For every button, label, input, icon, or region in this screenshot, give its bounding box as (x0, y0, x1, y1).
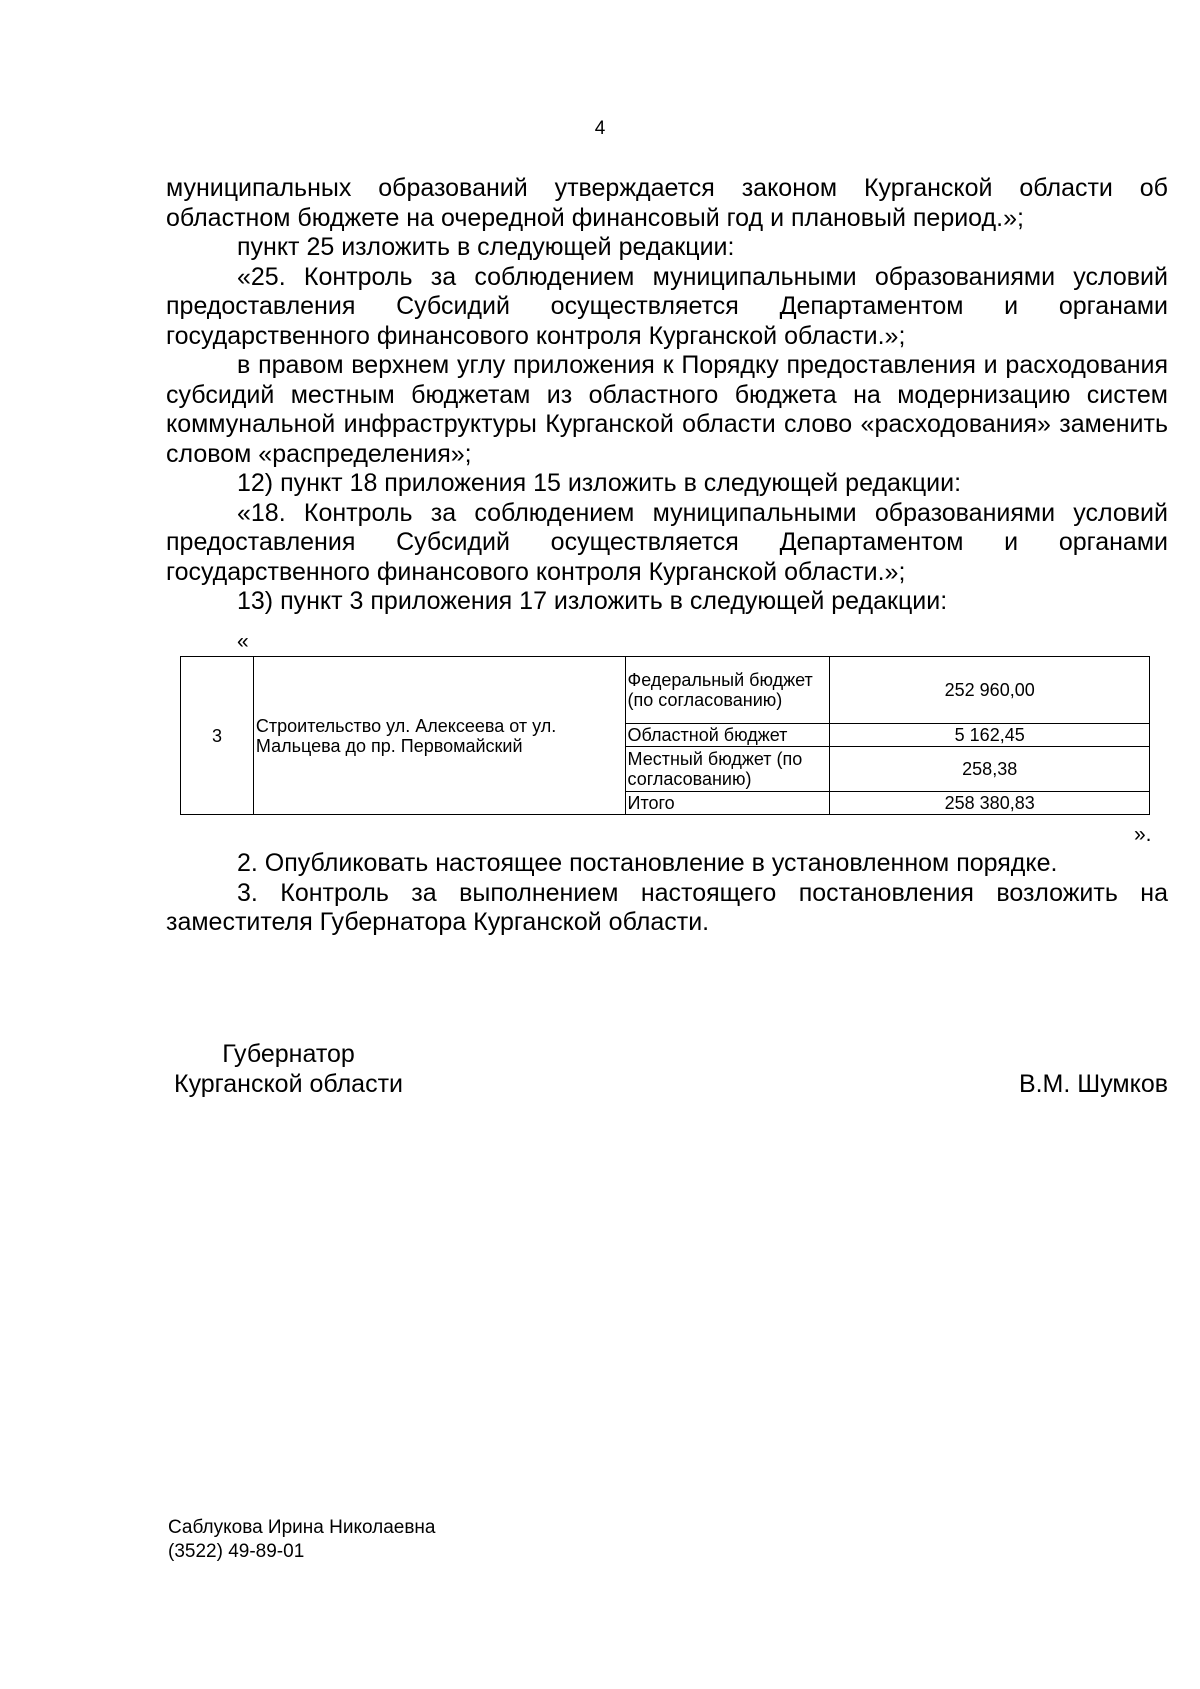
object-name-cell: Строительство ул. Алексеева от ул. Мальцева до пр. Первомайский (253, 657, 625, 815)
amount-cell: 252 960,00 (830, 657, 1150, 724)
paragraph: «25. Контроль за соблюдением муниципальными образованиями условий предоставления Субсидий осуществляется Департаментом и органами государственного финансового контроля Курганской области.»; (166, 262, 1168, 350)
funding-source-cell: Местный бюджет (по согласованию) (625, 747, 830, 792)
paragraph: «18. Контроль за соблюдением муниципальными образованиями условий предоставления Субсидий осуществляется Департаментом и органами государственного финансового контроля Курганской области.»; (166, 498, 1168, 586)
paragraph: в правом верхнем углу приложения к Порядку предоставления и расходования субсидий местным бюджетам из областного бюджета на модернизацию систем коммунальной инфраструктуры Курганской области слово «расходования» заменить словом «распределения»; (166, 351, 1168, 468)
amount-cell: 5 162,45 (830, 724, 1150, 747)
contact-name: Саблукова Ирина Николаевна (168, 1517, 436, 1538)
open-quote: « (237, 630, 249, 653)
final-clauses (166, 849, 1168, 938)
signatory-title-line: Губернатор (222, 1040, 355, 1068)
paragraph: 13) пункт 3 приложения 17 изложить в следующей редакции: (237, 587, 948, 615)
table-row (181, 657, 1150, 724)
funding-source-cell: Областной бюджет (625, 724, 830, 747)
contact-phone: (3522) 49-89-01 (168, 1541, 305, 1562)
signatory-name: В.М. Шумков (1018, 1070, 1168, 1098)
amount-cell: 258 380,83 (830, 792, 1150, 815)
signatory-title (174, 1040, 403, 1099)
amount-cell: 258,38 (830, 747, 1150, 792)
item-number-cell: 3 (181, 657, 254, 815)
document-body (166, 174, 1168, 617)
funding-source-cell: Итого (625, 792, 830, 815)
close-quote: ». (1134, 823, 1152, 846)
contact-block (168, 1516, 436, 1564)
paragraph: муниципальных образований утверждается законом Курганской области об областном бюджете на очередной финансовый год и плановый период.»; (166, 174, 1168, 232)
funding-table (180, 656, 1150, 815)
paragraph: пункт 25 изложить в следующей редакции: (237, 233, 735, 261)
signatory-title-line: Курганской области (174, 1069, 404, 1098)
paragraph: 3. Контроль за выполнением настоящего постановления возложить на заместителя Губернатора Курганской области. (166, 878, 1168, 936)
page-number: 4 (594, 118, 606, 139)
funding-source-cell: Федеральный бюджет (по согласованию) (625, 657, 830, 724)
paragraph: 2. Опубликовать настоящее постановление в установленном порядке. (237, 849, 1058, 877)
paragraph: 12) пункт 18 приложения 15 изложить в следующей редакции: (237, 469, 962, 497)
